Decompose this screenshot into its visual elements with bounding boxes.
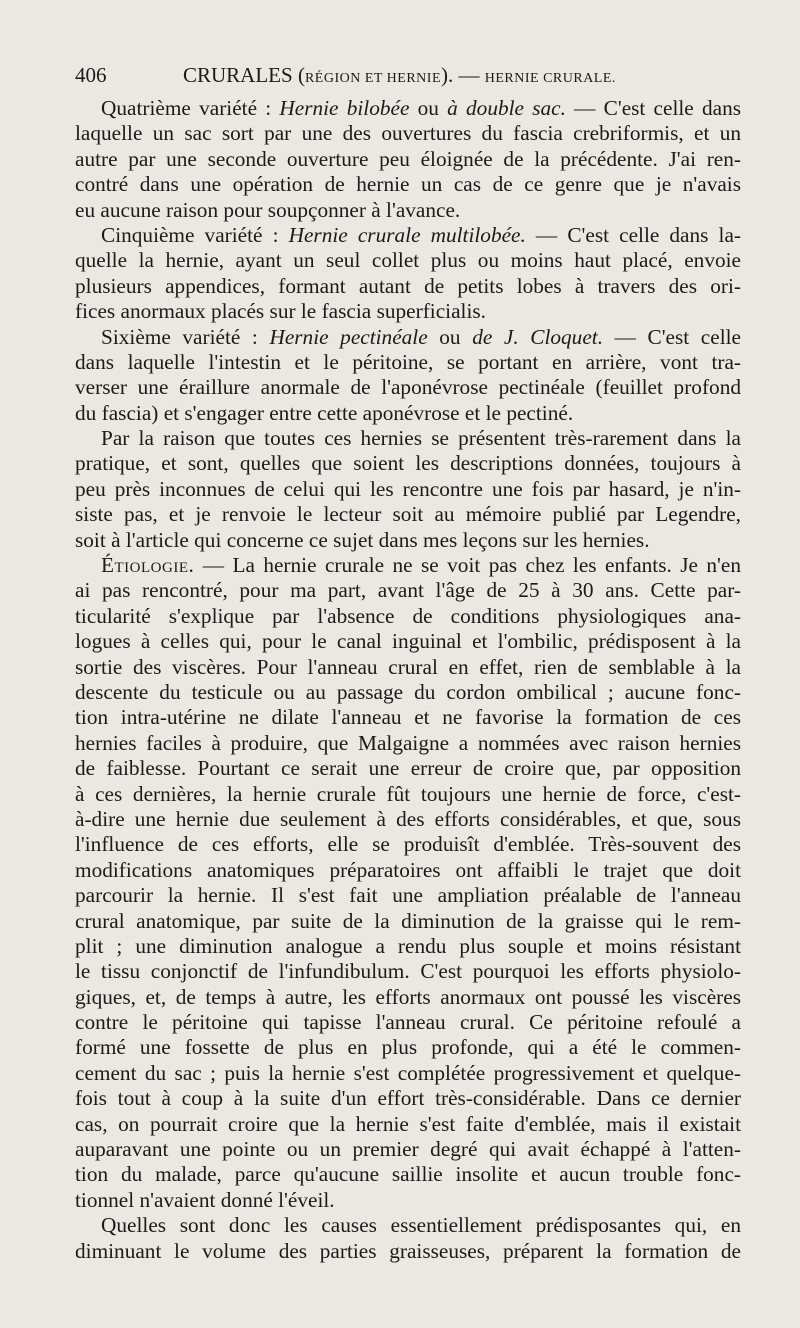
text-line: pratique, et sont, quelles que soient les descriptions données, toujours à [75, 451, 741, 476]
text-line: cement du sac ; puis la hernie s'est complétée progressivement et quelque- [75, 1060, 741, 1085]
paragraph-cinquieme-variete [75, 223, 741, 325]
text-line: Quelles sont donc les causes essentiellement prédisposantes qui, en [101, 1213, 741, 1238]
text-line: Par la raison que toutes ces hernies se présentent très-rarement dans la [101, 426, 741, 451]
italic-term: Hernie bilobée [279, 96, 410, 120]
text-line: peu près inconnues de celui qui les rencontre une fois par hasard, je n'in- [75, 476, 741, 501]
text-line: Sixième variété : Hernie pectinéale ou de J. Cloquet. — C'est celle [101, 324, 741, 349]
text-line: tionnel n'avaient donné l'éveil. [75, 1187, 335, 1212]
text-line: hernies faciles à produire, que Malgaigne a nommées avec raison hernies [75, 730, 741, 755]
text-line: à-dire une hernie due seulement à des efforts considérables, et que, sous [75, 806, 741, 831]
text-line: ai pas rencontré, pour ma part, avant l'âge de 25 à 30 ans. Cette par- [75, 578, 741, 603]
running-title: CRURALES (RÉGION ET HERNIE). — HERNIE CRURALE. [183, 63, 616, 87]
text-line: verser une éraillure anormale de l'aponévrose pectinéale (feuillet profond [75, 375, 741, 400]
text-line: tion du malade, parce qu'aucune saillie insolite et aucun trouble fonc- [75, 1162, 741, 1187]
paragraph-causes [75, 1213, 741, 1264]
text-line: le tissu conjonctif de l'infundibulum. C'est pourquoi les efforts physiolo- [75, 959, 741, 984]
header-title: CRURALES [183, 63, 293, 87]
text-line: plusieurs appendices, formant autant de petits lobes à travers des ori- [75, 273, 741, 298]
paragraph-raison [75, 426, 741, 553]
text-line: diminuant le volume des parties graisseuses, préparent la formation de [75, 1238, 741, 1263]
italic-term: Hernie pectinéale [269, 324, 428, 349]
text-line: descente du testicule ou au passage du cordon ombilical ; aucune fonc- [75, 679, 741, 704]
text-line: cas, on pourrait croire que la hernie s'est faite d'emblée, mais il existait [75, 1111, 741, 1136]
text-line: fices anormaux placés sur le fascia superficialis. [75, 299, 486, 324]
text-line: autre par une seconde ouverture peu éloignée de la précédente. J'ai ren- [75, 146, 741, 171]
text-line: Étiologie. — La hernie crurale ne se voit pas chez les enfants. Je n'en [101, 553, 741, 578]
section-heading: Étiologie. [101, 553, 195, 578]
text-line: contré dans une opération de hernie un cas de ce genre que je n'avais [75, 172, 741, 197]
text-line: formé une fossette de plus en plus profonde, qui a été le commen- [75, 1035, 741, 1060]
text-line: fois tout à coup à la suite d'un effort très-considérable. Dans ce dernier [75, 1086, 741, 1111]
text-line: siste pas, et je renvoie le lecteur soit au mémoire publié par Legendre, [75, 502, 741, 527]
text-line: crural anatomique, par suite de la diminution de la graisse qui le rem- [75, 908, 741, 933]
text-line: du fascia) et s'engager entre cette aponévrose et le pectiné. [75, 400, 574, 425]
text-line: dans laquelle l'intestin et le péritoine, se portant en arrière, vont tra- [75, 349, 741, 374]
text-line: eu aucune raison pour soupçonner à l'avance. [75, 197, 461, 222]
paragraph-etiologie [75, 553, 741, 1213]
italic-term: Hernie crurale multilobée. [288, 222, 526, 247]
header-subtitle: RÉGION ET HERNIE [304, 71, 441, 86]
paragraph-quatrieme-variete [75, 96, 741, 223]
running-header [75, 60, 741, 90]
text-line: logues à celles qui, pour le canal inguinal et l'ombilic, prédisposent à la [75, 629, 741, 654]
text-line: giques, et, de temps à autre, les efforts anormaux ont poussé les viscères [75, 984, 741, 1009]
text-line: modifications anatomiques préparatoires ont affaibli le trajet que doit [75, 857, 741, 882]
text-line: laquelle un sac sort par une des ouvertures du fascia crebriformis, et un [75, 121, 741, 146]
text-line: plit ; une diminution analogue a rendu plus souple et moins résistant [75, 933, 741, 958]
text-line: soit à l'article qui concerne ce sujet dans mes leçons sur les hernies. [75, 527, 650, 552]
text-line: à ces dernières, la hernie crurale fût toujours une hernie de force, c'est- [75, 781, 741, 806]
paragraph-sixieme-variete [75, 325, 741, 427]
text-line: de faiblesse. Pourtant ce serait une erreur de croire que, par opposition [75, 756, 741, 781]
header-section: HERNIE CRURALE. [484, 71, 616, 86]
body-text [75, 96, 741, 1264]
text-line: auparavant une pointe ou un premier degré qui avait échappé à l'atten- [75, 1137, 741, 1162]
text-line: ticularité s'explique par l'absence de conditions physiologiques ana- [75, 603, 741, 628]
text-line: Cinquième variété : Hernie crurale multilobée. — C'est celle dans la- [101, 222, 741, 247]
text-line: quelle la hernie, ayant un seul collet plus ou moins haut placé, envoie [75, 248, 741, 273]
italic-term: de J. Cloquet. [472, 324, 604, 349]
text-line: l'influence de ces efforts, elle se produisît d'emblée. Très-souvent des [75, 832, 741, 857]
text-line: contre le péritoine qui tapisse l'anneau crural. Ce péritoine refoulé a [75, 1010, 741, 1035]
text-line: Quatrième variété : Hernie bilobée ou à double sac. — C'est celle dans [101, 96, 742, 120]
text-line: sortie des viscères. Pour l'anneau crural en effet, rien de semblable à la [75, 654, 741, 679]
page-number: 406 [75, 63, 107, 87]
text-line: parcourir la hernie. Il s'est fait une ampliation préalable de l'anneau [75, 883, 741, 908]
italic-term: à double sac. [447, 96, 566, 120]
text-line: tion intra-utérine ne dilate l'anneau et ne favorise la formation de ces [75, 705, 741, 730]
